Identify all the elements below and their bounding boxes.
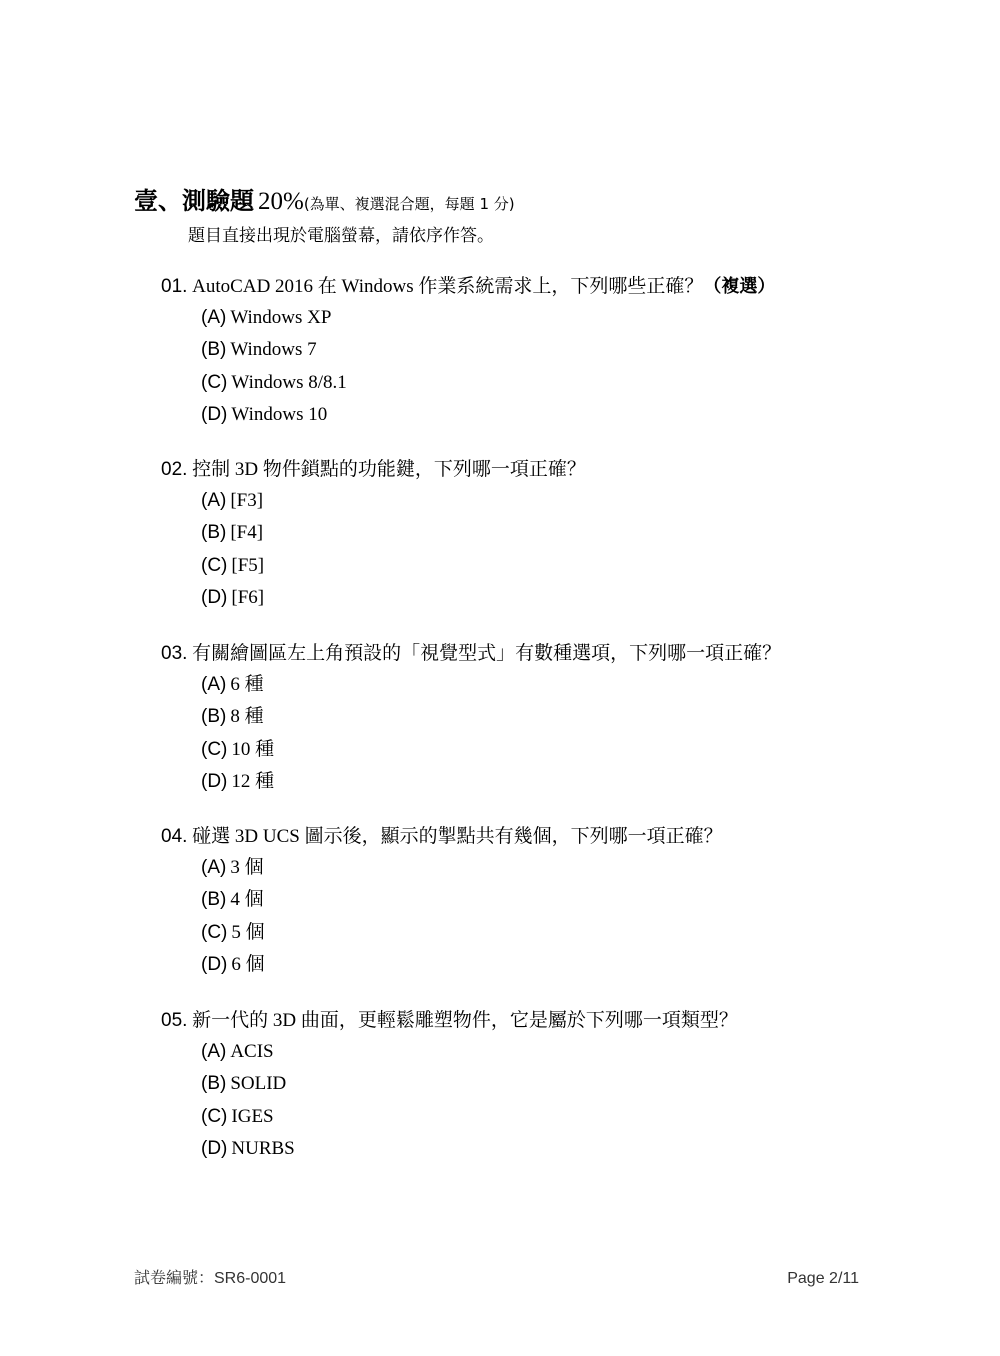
option-c bbox=[201, 367, 901, 399]
option-letter: (B) bbox=[201, 706, 227, 728]
option-text: 8 種 bbox=[230, 706, 264, 728]
question-number: 03. bbox=[161, 643, 188, 664]
option-text: 10 種 bbox=[231, 738, 275, 760]
footer-exam-id: 試卷編號：SR6-0001 bbox=[134, 1270, 287, 1287]
option-letter: (A) bbox=[201, 1041, 227, 1062]
question-text: 碰選 3D UCS 圖示後，顯示的掣點共有幾個，下列哪一項正確？ bbox=[192, 826, 723, 847]
option-text: Windows 10 bbox=[231, 404, 328, 426]
footer-page-number: Page 2/11 bbox=[787, 1270, 859, 1287]
question-number: 02. bbox=[161, 459, 188, 480]
question-stem bbox=[161, 639, 901, 669]
option-letter: (A) bbox=[201, 857, 227, 878]
option-a bbox=[201, 302, 901, 334]
option-letter: (B) bbox=[201, 1073, 227, 1095]
option-letter: (B) bbox=[201, 522, 227, 544]
question-stem bbox=[161, 272, 901, 302]
question-03 bbox=[161, 639, 901, 799]
question-04 bbox=[161, 822, 901, 982]
option-letter: (A) bbox=[201, 674, 227, 695]
option-c bbox=[201, 917, 901, 949]
option-d bbox=[201, 1133, 901, 1165]
option-c bbox=[201, 734, 901, 766]
option-d bbox=[201, 582, 901, 614]
option-d bbox=[201, 766, 901, 798]
option-a bbox=[201, 485, 901, 517]
option-text: IGES bbox=[231, 1105, 274, 1127]
option-letter: (D) bbox=[201, 1138, 228, 1160]
question-stem bbox=[161, 455, 901, 485]
option-letter: (D) bbox=[201, 954, 228, 976]
option-letter: (C) bbox=[201, 371, 228, 393]
question-text: AutoCAD 2016 在 Windows 作業系統需求上，下列哪些正確？ bbox=[192, 276, 704, 297]
option-c bbox=[201, 1101, 901, 1133]
option-text: 5 個 bbox=[231, 921, 265, 943]
section-heading bbox=[134, 184, 515, 222]
option-c bbox=[201, 550, 901, 582]
option-letter: (C) bbox=[201, 921, 228, 943]
option-b bbox=[201, 517, 901, 549]
option-b bbox=[201, 1068, 901, 1100]
option-text: 12 種 bbox=[231, 771, 275, 793]
option-text: Windows 7 bbox=[230, 339, 317, 361]
section-title: 壹、測驗題 bbox=[134, 187, 254, 215]
question-text: 有關繪圖區左上角預設的「視覺型式」有數種選項，下列哪一項正確？ bbox=[192, 643, 782, 664]
question-number: 01. bbox=[161, 276, 188, 297]
option-text: 4 個 bbox=[230, 889, 264, 911]
option-text: SOLID bbox=[230, 1073, 287, 1095]
option-letter: (A) bbox=[201, 307, 227, 328]
question-stem bbox=[161, 822, 901, 852]
option-letter: (D) bbox=[201, 771, 228, 793]
option-letter: (C) bbox=[201, 738, 228, 760]
option-a bbox=[201, 669, 901, 701]
option-text: Windows XP bbox=[230, 307, 332, 328]
option-text: 3 個 bbox=[230, 857, 264, 878]
option-text: [F6] bbox=[231, 587, 265, 609]
option-letter: (D) bbox=[201, 404, 228, 426]
option-text: 6 種 bbox=[230, 674, 264, 695]
question-type-tag: （複選） bbox=[703, 276, 776, 297]
question-text: 新一代的 3D 曲面，更輕鬆雕塑物件，它是屬於下列哪一項類型？ bbox=[192, 1010, 738, 1031]
option-text: NURBS bbox=[231, 1138, 295, 1160]
question-05 bbox=[161, 1006, 901, 1166]
option-letter: (B) bbox=[201, 889, 227, 911]
option-letter: (C) bbox=[201, 1105, 228, 1127]
option-letter: (C) bbox=[201, 554, 228, 576]
question-01 bbox=[161, 272, 901, 432]
option-letter: (A) bbox=[201, 490, 227, 511]
section-note: (為單、複選混合題，每題 1 分) bbox=[303, 195, 515, 213]
option-letter: (D) bbox=[201, 587, 228, 609]
question-02 bbox=[161, 455, 901, 615]
option-b bbox=[201, 334, 901, 366]
question-text: 控制 3D 物件鎖點的功能鍵，下列哪一項正確？ bbox=[192, 459, 586, 480]
question-stem bbox=[161, 1006, 901, 1036]
section-instruction: 題目直接出現於電腦螢幕，請依序作答。 bbox=[188, 226, 494, 246]
option-d bbox=[201, 399, 901, 431]
option-a bbox=[201, 852, 901, 884]
option-text: ACIS bbox=[230, 1041, 274, 1062]
option-a bbox=[201, 1036, 901, 1068]
option-text: 6 個 bbox=[231, 954, 265, 976]
section-percent: 20% bbox=[258, 188, 304, 215]
option-letter: (B) bbox=[201, 339, 227, 361]
option-text: [F4] bbox=[230, 522, 264, 544]
question-number: 05. bbox=[161, 1010, 188, 1031]
option-text: Windows 8/8.1 bbox=[231, 371, 347, 393]
option-d bbox=[201, 949, 901, 981]
option-b bbox=[201, 701, 901, 733]
option-text: [F5] bbox=[231, 554, 265, 576]
option-text: [F3] bbox=[230, 490, 264, 511]
option-b bbox=[201, 884, 901, 916]
question-number: 04. bbox=[161, 826, 188, 847]
